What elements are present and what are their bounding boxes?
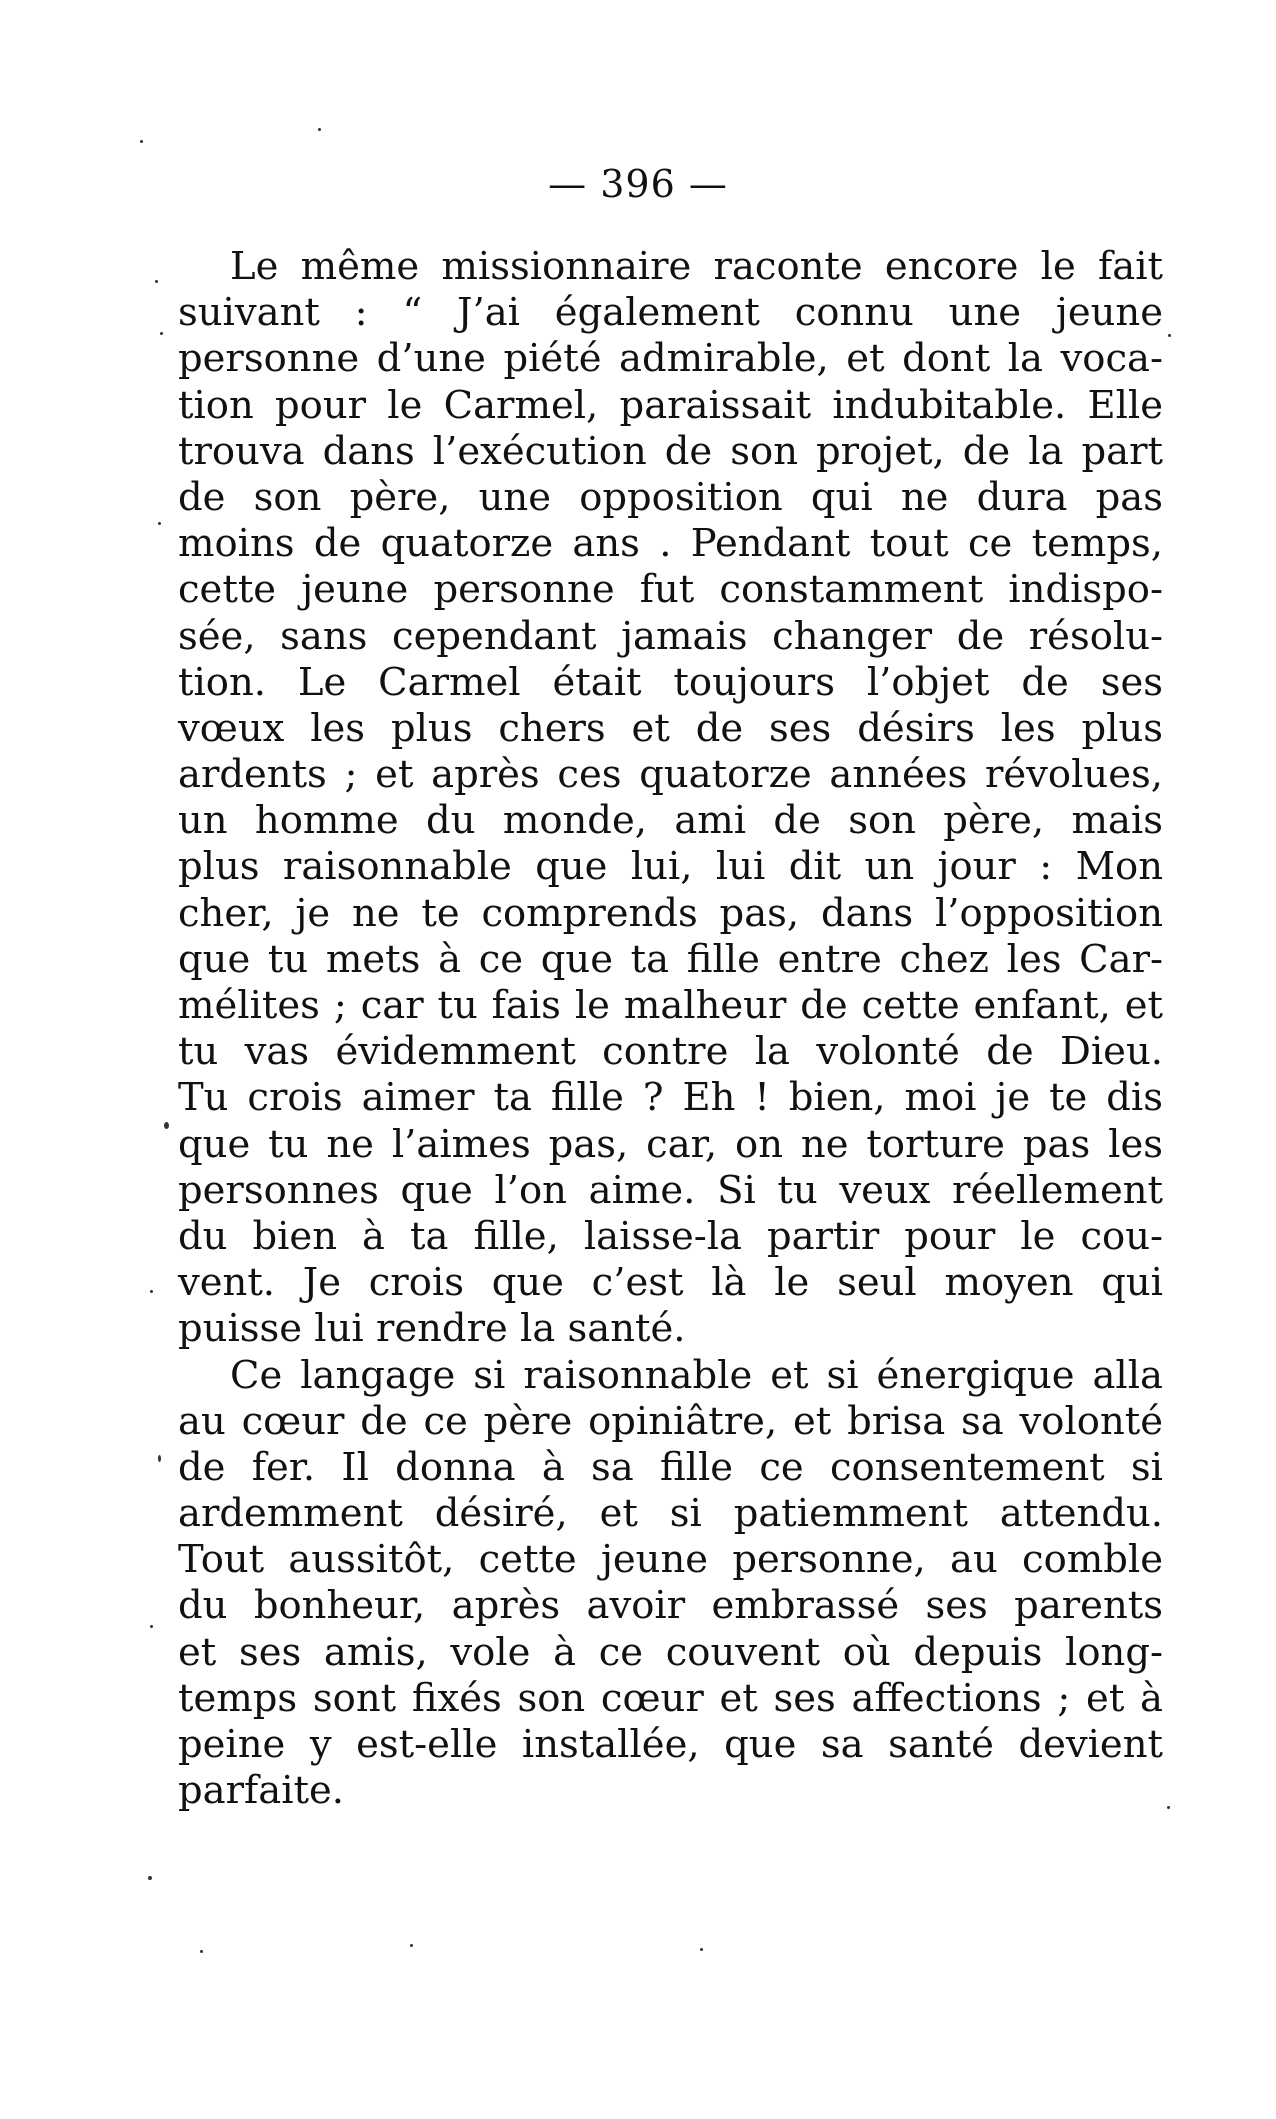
- text-line: Tout aussitôt, cette jeune personne, au comble: [178, 1537, 1163, 1583]
- page-number: — 396 —: [548, 162, 728, 206]
- text-line: de fer. Il donna à sa fille ce consentement si: [178, 1444, 1163, 1490]
- text-line: mélites ; car tu fais le malheur de cette enfant, et: [178, 983, 1163, 1028]
- scan-speck: [148, 1876, 152, 1880]
- text-line: vœux les plus chers et de ses désirs les plus: [178, 705, 1163, 751]
- text-line: un homme du monde, ami de son père, mais: [178, 798, 1163, 844]
- text-line: sée, sans cependant jamais changer de résolu-: [178, 613, 1163, 659]
- text-line: tion pour le Carmel, paraissait indubitable. Elle: [178, 382, 1163, 428]
- scan-speck: [155, 280, 158, 283]
- text-line: ardemment désiré, et si patiemment attendu.: [178, 1491, 1163, 1537]
- scan-speck: [700, 1948, 703, 1951]
- text-line: parfaite.: [178, 1768, 345, 1814]
- scan-speck: [150, 1625, 153, 1628]
- text-line: puisse lui rendre la santé.: [178, 1306, 686, 1352]
- text-line: tu vas évidemment contre la volonté de Dieu.: [178, 1029, 1163, 1075]
- text-line: Le même missionnaire raconte encore le fait: [230, 244, 1163, 289]
- text-line: trouva dans l’exécution de son projet, de la part: [178, 428, 1163, 474]
- scan-speck: [150, 1290, 153, 1293]
- text-line: peine y est-elle installée, que sa santé devient: [178, 1722, 1163, 1767]
- text-line: du bien à ta fille, laisse-la partir pour le cou-: [178, 1213, 1163, 1259]
- scan-speck: [318, 128, 321, 131]
- text-line: que tu mets à ce que ta fille entre chez les Car-: [178, 936, 1163, 982]
- scan-speck: [164, 1122, 169, 1129]
- text-line: temps sont fixés son cœur et ses affections ; et à: [178, 1675, 1163, 1721]
- text-line: plus raisonnable que lui, lui dit un jour : Mon: [178, 844, 1163, 890]
- text-line: moins de quatorze ans . Pendant tout ce temps,: [178, 521, 1163, 567]
- text-line: Tu crois aimer ta fille ? Eh ! bien, moi je te dis: [178, 1075, 1163, 1121]
- text-line: personne d’une piété admirable, et dont la voca-: [178, 336, 1163, 382]
- scan-speck: [1168, 334, 1171, 337]
- scan-speck: [410, 1944, 413, 1947]
- text-line: au cœur de ce père opiniâtre, et brisa sa volonté: [178, 1398, 1163, 1444]
- text-line: du bonheur, après avoir embrassé ses parents: [178, 1583, 1163, 1629]
- scan-speck: [158, 1455, 161, 1462]
- text-line: cher, je ne te comprends pas, dans l’opposition: [178, 890, 1163, 936]
- text-line: que tu ne l’aimes pas, car, on ne torture pas les: [178, 1121, 1163, 1167]
- body-text: [178, 244, 1163, 1814]
- scan-speck: [140, 140, 143, 143]
- scan-speck: [158, 522, 161, 525]
- scan-speck: [200, 1950, 203, 1953]
- scan-speck: [160, 332, 163, 335]
- text-line: de son père, une opposition qui ne dura pas: [178, 474, 1163, 520]
- text-line: cette jeune personne fut constamment indispo-: [178, 567, 1163, 613]
- text-line: tion. Le Carmel était toujours l’objet de ses: [178, 659, 1163, 705]
- text-line: vent. Je crois que c’est là le seul moyen qui: [178, 1260, 1163, 1306]
- scan-speck: [1167, 1806, 1170, 1809]
- text-line: Ce langage si raisonnable et si énergique alla: [230, 1352, 1163, 1398]
- text-line: ardents ; et après ces quatorze années révolues,: [178, 752, 1163, 798]
- text-line: personnes que l’on aime. Si tu veux réellement: [178, 1167, 1163, 1213]
- text-line: et ses amis, vole à ce couvent où depuis long-: [178, 1629, 1163, 1675]
- text-line: suivant : “ J’ai également connu une jeune: [178, 290, 1163, 336]
